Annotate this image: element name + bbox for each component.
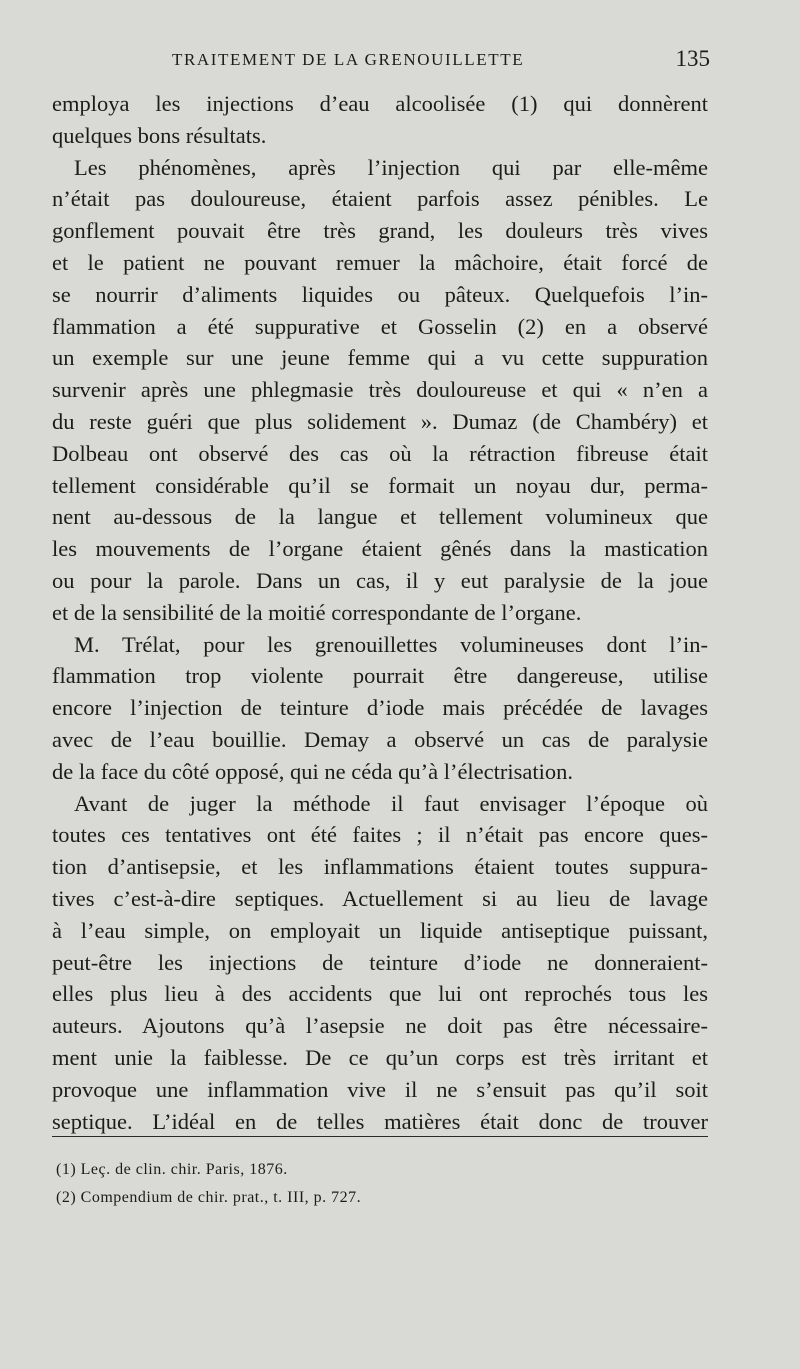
text-line: elles plus lieu à des accidents que lui ont reprochés tous les (52, 981, 708, 1007)
text-line: peut-être les injections de teinture d’iode ne donneraient- (52, 949, 708, 975)
text-line: employa les injections d’eau alcoolisée (1) qui donnèrent (52, 91, 708, 116)
text-line: ou pour la parole. Dans un cas, il y eut paralysie de la joue (52, 567, 708, 593)
body-text (52, 88, 708, 1137)
text-line: encore l’injection de teinture d’iode mais précédée de lavages (52, 695, 708, 721)
text-line: gonflement pouvait être très grand, les douleurs très vives (52, 218, 708, 244)
text-line: tives c’est-à-dire septiques. Actuellement si au lieu de lavage (52, 885, 708, 911)
text-line: du reste guéri que plus solidement ». Dumaz (de Chambéry) et (52, 408, 708, 434)
page-number: 135 (675, 46, 710, 71)
text-line: auteurs. Ajoutons qu’à l’asepsie ne doit pas être nécessaire- (52, 1013, 708, 1039)
text-line: à l’eau simple, on employait un liquide antiseptique puissant, (52, 917, 708, 943)
text-line: M. Trélat, pour les grenouillettes volumineuses dont l’in- (74, 631, 708, 657)
text-line: tellement considérable qu’il se formait un noyau dur, perma- (52, 472, 708, 498)
text-line: les mouvements de l’organe étaient gênés dans la mastication (52, 536, 708, 562)
text-line: survenir après une phlegmasie très douloureuse et qui « n’en a (52, 377, 708, 403)
text-line: tion d’antisepsie, et les inflammations étaient toutes suppura- (52, 854, 708, 880)
footnote: (1) Leç. de clin. chir. Paris, 1876. (56, 1161, 288, 1178)
text-line: n’était pas douloureuse, étaient parfois assez pénibles. Le (52, 186, 708, 212)
text-line: flammation trop violente pourrait être dangereuse, utilise (52, 663, 708, 689)
text-line: et le patient ne pouvant remuer la mâchoire, était forcé de (52, 249, 708, 275)
text-line: et de la sensibilité de la moitié correspondante de l’organe. (52, 599, 582, 625)
text-line: Dolbeau ont observé des cas où la rétraction fibreuse était (52, 440, 708, 466)
text-line: de la face du côté opposé, qui ne céda qu’à l’électrisation. (52, 758, 574, 784)
text-line: flammation a été suppurative et Gosselin (2) en a observé (52, 313, 708, 339)
footnotes (56, 1156, 696, 1212)
running-head (52, 46, 712, 72)
text-line: quelques bons résultats. (52, 122, 267, 148)
footnote-divider (52, 1136, 708, 1137)
text-line: septique. L’idéal en de telles matières était donc de trouver (52, 1108, 708, 1134)
text-line: ment unie la faiblesse. De ce qu’un corps est très irritant et (52, 1044, 708, 1070)
text-line: Avant de juger la méthode il faut envisager l’époque où (74, 790, 708, 816)
footnote: (2) Compendium de chir. prat., t. III, p. 727. (56, 1189, 362, 1206)
text-line: provoque une inflammation vive il ne s’ensuit pas qu’il soit (52, 1076, 708, 1102)
text-line: Les phénomènes, après l’injection qui par elle-même (74, 154, 708, 180)
text-line: avec de l’eau bouillie. Demay a observé un cas de paralysie (52, 726, 708, 752)
text-line: toutes ces tentatives ont été faites ; il n’était pas encore ques- (52, 822, 708, 848)
running-title: TRAITEMENT DE LA GRENOUILLETTE (172, 50, 525, 69)
text-line: un exemple sur une jeune femme qui a vu cette suppuration (52, 345, 708, 371)
text-line: nent au-dessous de la langue et tellement volumineux que (52, 504, 708, 530)
text-line: se nourrir d’aliments liquides ou pâteux. Quelquefois l’in- (52, 281, 708, 307)
